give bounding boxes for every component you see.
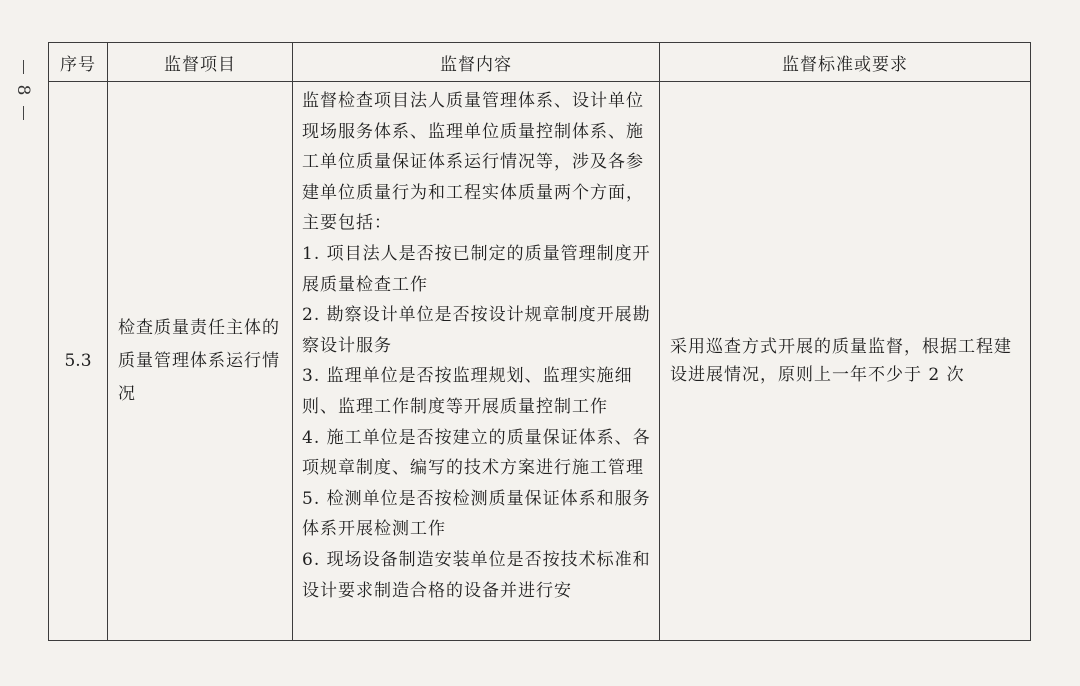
supervision-table	[48, 42, 1031, 641]
header-standard: 监督标准或要求	[660, 43, 1031, 82]
content-intro: 监督检查项目法人质量管理体系、设计单位现场服务体系、监理单位质量控制体系、施工单位质量保证体系运行情况等，涉及各参建单位质量行为和工程实体质量两个方面，主要包括：	[302, 91, 644, 234]
content-point-1: 1. 项目法人是否按已制定的质量管理制度开展质量检查工作	[302, 243, 651, 295]
cell-standard: 采用巡查方式开展的质量监督，根据工程建设进展情况，原则上一年不少于 2 次	[660, 82, 1031, 641]
cell-item: 检查质量责任主体的质量管理体系运行情况	[108, 82, 293, 641]
content-point-4: 4. 施工单位是否按建立的质量保证体系、各项规章制度、编写的技术方案进行施工管理	[302, 427, 651, 479]
content-point-5: 5. 检测单位是否按检测质量保证体系和服务体系开展检测工作	[302, 488, 651, 540]
header-item: 监督项目	[108, 43, 293, 82]
cell-content	[293, 82, 660, 641]
page-number: 8	[13, 84, 33, 96]
header-seq: 序号	[49, 43, 108, 82]
content-point-6: 6. 现场设备制造安装单位是否按技术标准和设计要求制造合格的设备并进行安	[302, 549, 651, 601]
content-point-2: 2. 勘察设计单位是否按设计规章制度开展勘察设计服务	[302, 305, 651, 356]
page-number-dash-bottom	[23, 106, 24, 120]
content-clip	[302, 86, 653, 634]
page-number-marker	[14, 60, 32, 120]
cell-seq: 5.3	[49, 82, 108, 641]
table-row	[49, 82, 1031, 641]
content-point-3: 3. 监理单位是否按监理规划、监理实施细则、监理工作制度等开展质量控制工作	[302, 366, 633, 417]
table-header-row	[49, 43, 1031, 82]
header-content: 监督内容	[293, 43, 660, 82]
page-number-dash-top	[23, 60, 24, 74]
